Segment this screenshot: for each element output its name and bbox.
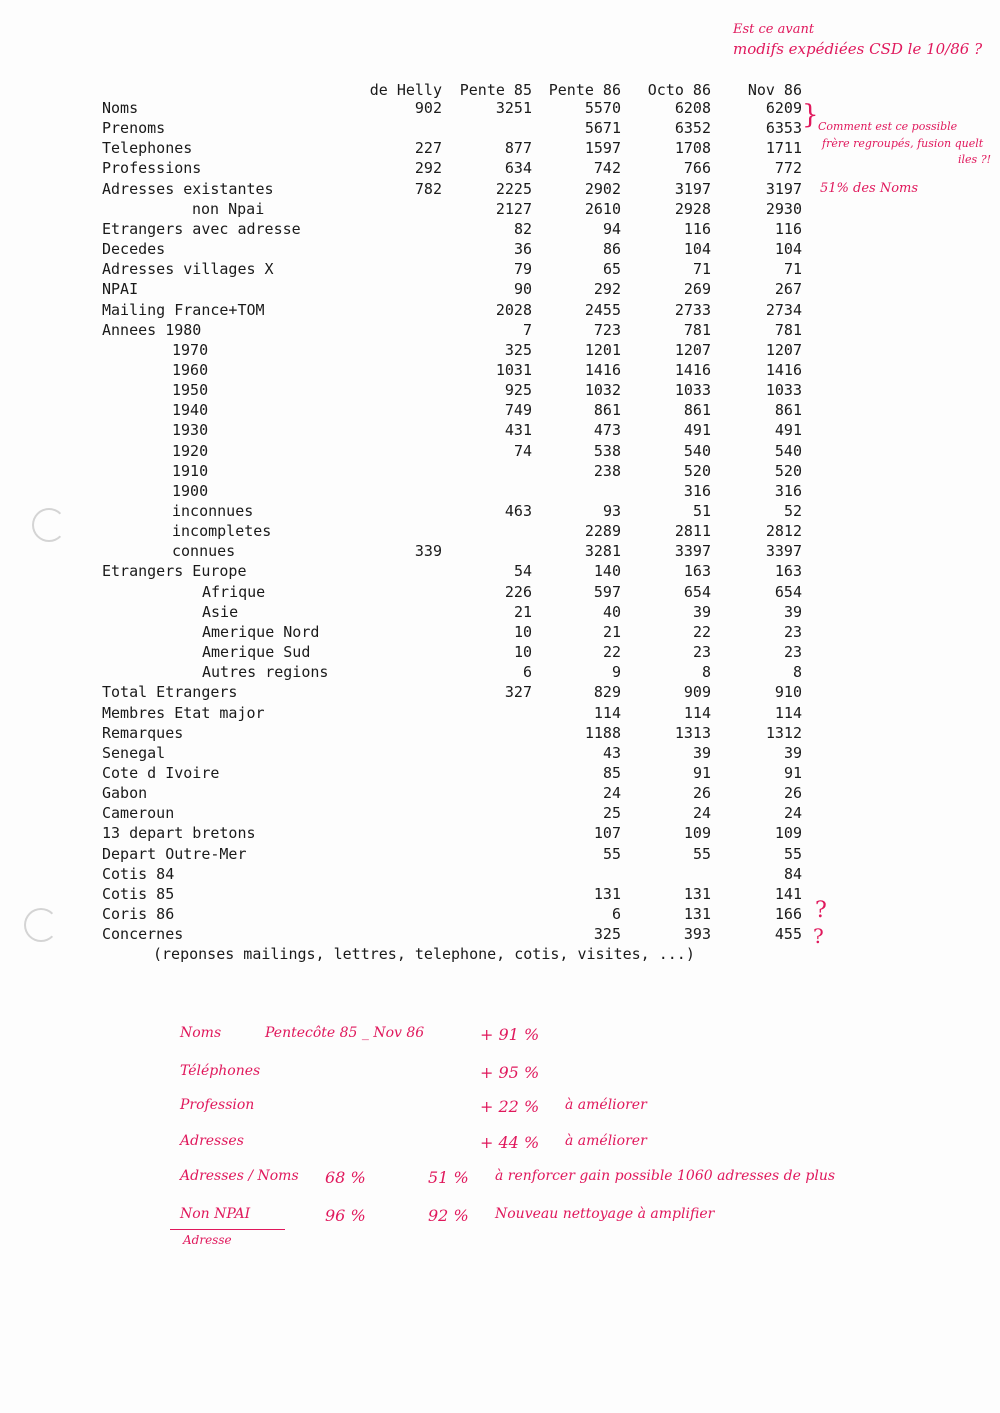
cell-value: 6353: [765, 119, 802, 138]
summary-detail: 68 %: [325, 1168, 366, 1187]
summary-detail: Pentecôte 85 _ Nov 86: [265, 1025, 425, 1041]
row-label: Annees 1980: [102, 320, 202, 339]
row-label: Total Etrangers: [102, 683, 238, 702]
cell-value: 491: [683, 421, 711, 440]
cell-value: 1312: [765, 723, 802, 742]
cell-value: 1033: [674, 381, 711, 400]
row-label: connues: [172, 542, 236, 561]
row-label: Etrangers Europe: [102, 562, 247, 581]
cell-value: 2289: [584, 522, 621, 541]
punch-hole-mark: [24, 908, 58, 942]
row-label: Prenoms: [102, 119, 166, 138]
cell-value: 463: [504, 502, 532, 520]
cell-value: 3397: [674, 542, 711, 561]
cell-value: 91: [692, 763, 711, 782]
cell-value: 1207: [765, 340, 802, 359]
cell-value: 1416: [765, 360, 802, 379]
cell-value: 71: [692, 260, 711, 279]
cell-value: 21: [513, 602, 532, 621]
cell-value: 2928: [674, 199, 711, 218]
cell-value: 86: [602, 240, 621, 259]
cell-value: 3197: [674, 179, 711, 198]
cell-value: 6: [611, 905, 621, 923]
cell-value: 40: [602, 602, 621, 621]
row-label: Depart Outre-Mer: [102, 844, 247, 863]
cell-value: 781: [683, 320, 711, 339]
cell-value: 166: [774, 905, 802, 923]
cell-value: 292: [414, 159, 442, 178]
cell-value: 1031: [495, 360, 532, 379]
cell-value: 2610: [584, 199, 621, 218]
cell-value: 104: [774, 240, 802, 259]
cell-value: 23: [783, 622, 802, 641]
cell-value: 772: [774, 159, 802, 178]
cell-value: 6208: [674, 99, 711, 117]
cell-value: 2930: [765, 199, 802, 218]
cell-value: 163: [774, 562, 802, 581]
cell-value: 39: [783, 743, 802, 762]
cell-value: 2812: [765, 522, 802, 541]
summary-label: Non NPAI: [180, 1206, 251, 1222]
cell-value: 7: [522, 320, 532, 339]
cell-value: 538: [593, 441, 621, 460]
cell-value: 227: [414, 139, 442, 158]
cell-value: 22: [692, 622, 711, 641]
cell-value: 782: [414, 179, 442, 198]
column-header: Pente 85: [459, 81, 532, 99]
cell-value: 141: [774, 884, 802, 903]
row-label: NPAI: [102, 280, 139, 299]
handwritten-note-brace: iles ?!: [958, 153, 992, 166]
cell-value: 2733: [674, 300, 711, 319]
cell-value: 3281: [584, 542, 621, 561]
cell-value: 114: [683, 703, 711, 722]
cell-value: 3197: [765, 179, 802, 198]
cell-value: 22: [602, 643, 621, 662]
summary-comment: à améliorer: [565, 1097, 647, 1113]
summary-label: Noms: [180, 1025, 222, 1041]
row-label: 1940: [172, 401, 209, 420]
cell-value: 325: [593, 925, 621, 944]
cell-value: 327: [504, 683, 532, 702]
row-label: 1960: [172, 360, 209, 379]
cell-value: 2225: [495, 179, 532, 198]
handwritten-note-top: modifs expédiées CSD le 10/86 ?: [733, 40, 983, 58]
summary-label: Adresses / Noms: [180, 1168, 299, 1184]
row-label: Adresses existantes: [102, 179, 274, 198]
cell-value: 491: [774, 421, 802, 440]
summary-label: Profession: [180, 1097, 255, 1113]
cell-value: 1032: [584, 381, 621, 400]
row-label: inconnues: [172, 502, 254, 520]
cell-value: 109: [683, 824, 711, 843]
cell-value: 84: [783, 864, 802, 883]
row-label: 1970: [172, 340, 209, 359]
cell-value: 1201: [584, 340, 621, 359]
row-label: Membres Etat major: [102, 703, 265, 722]
cell-value: 455: [774, 925, 802, 944]
row-label: 1950: [172, 381, 209, 400]
row-label: Cotis 84: [102, 864, 175, 883]
cell-value: 829: [593, 683, 621, 702]
cell-value: 325: [504, 340, 532, 359]
row-label: Asie: [202, 602, 239, 621]
cell-value: 861: [593, 401, 621, 420]
cell-value: 292: [593, 280, 621, 299]
cell-value: 861: [683, 401, 711, 420]
row-label: Gabon: [102, 784, 148, 803]
row-label: Amerique Sud: [202, 643, 311, 662]
cell-value: 52: [783, 502, 802, 520]
cell-value: 520: [683, 461, 711, 480]
punch-hole-mark: [32, 508, 66, 542]
cell-value: 2127: [495, 199, 532, 218]
cell-value: 723: [593, 320, 621, 339]
row-label: Remarques: [102, 723, 184, 742]
row-label: 1930: [172, 421, 209, 440]
cell-value: 71: [783, 260, 802, 279]
row-label: Telephones: [102, 139, 193, 158]
brace-mark: }: [802, 100, 819, 130]
cell-value: 65: [602, 260, 621, 279]
question-mark: ?: [813, 924, 824, 948]
row-label: Adresses villages X: [102, 260, 274, 279]
cell-value: 131: [593, 884, 621, 903]
row-label: Cotis 85: [102, 884, 175, 903]
cell-value: 3251: [495, 99, 532, 117]
cell-value: 316: [774, 481, 802, 500]
cell-value: 902: [414, 99, 442, 117]
summary-detail: 96 %: [325, 1206, 366, 1225]
cell-value: 55: [692, 844, 711, 863]
cell-value: 781: [774, 320, 802, 339]
cell-value: 114: [593, 703, 621, 722]
row-label: non Npai: [192, 199, 265, 218]
cell-value: 9: [611, 663, 621, 682]
row-label: Amerique Nord: [202, 622, 320, 641]
cell-value: 131: [683, 905, 711, 923]
cell-value: 55: [783, 844, 802, 863]
cell-value: 269: [683, 280, 711, 299]
cell-value: 267: [774, 280, 802, 299]
column-header: Nov 86: [747, 81, 802, 99]
handwritten-denominator: Adresse: [183, 1233, 232, 1247]
cell-value: 226: [504, 582, 532, 601]
cell-value: 6: [522, 663, 532, 682]
cell-value: 24: [783, 804, 802, 823]
row-label: Professions: [102, 159, 202, 178]
summary-comment: à améliorer: [565, 1133, 647, 1149]
summary-label: Téléphones: [180, 1063, 261, 1079]
cell-value: 85: [602, 763, 621, 782]
cell-value: 39: [692, 743, 711, 762]
cell-value: 91: [783, 763, 802, 782]
cell-value: 925: [504, 381, 532, 400]
cell-value: 90: [513, 280, 532, 299]
cell-value: 909: [683, 683, 711, 702]
cell-value: 74: [513, 441, 532, 460]
cell-value: 26: [783, 784, 802, 803]
row-label: Coris 86: [102, 905, 175, 923]
cell-value: 8: [701, 663, 711, 682]
row-label: incompletes: [172, 522, 272, 541]
cell-value: 79: [513, 260, 532, 279]
row-label: 1900: [172, 481, 209, 500]
cell-value: 520: [774, 461, 802, 480]
cell-value: 107: [593, 824, 621, 843]
cell-value: 2028: [495, 300, 532, 319]
row-label: Senegal: [102, 743, 166, 762]
row-label: Afrique: [202, 582, 266, 601]
row-label: 1910: [172, 461, 209, 480]
cell-value: 766: [683, 159, 711, 178]
cell-value: 473: [593, 421, 621, 440]
cell-value: 25: [602, 804, 621, 823]
cell-value: 26: [692, 784, 711, 803]
cell-value: 910: [774, 683, 802, 702]
cell-value: 55: [602, 844, 621, 863]
cell-value: 1207: [674, 340, 711, 359]
row-label: 1920: [172, 441, 209, 460]
summary-percent: + 91 %: [480, 1025, 540, 1044]
row-label: Mailing France+TOM: [102, 300, 265, 319]
cell-value: 94: [602, 219, 621, 238]
cell-value: 1416: [584, 360, 621, 379]
cell-value: 393: [683, 925, 711, 944]
cell-value: 116: [683, 219, 711, 238]
row-label: Etrangers avec adresse: [102, 219, 301, 238]
cell-value: 6352: [674, 119, 711, 138]
cell-value: 10: [513, 622, 532, 641]
cell-value: 654: [774, 582, 802, 601]
summary-percent: + 22 %: [480, 1097, 540, 1116]
cell-value: 10: [513, 643, 532, 662]
cell-value: 163: [683, 562, 711, 581]
cell-value: 749: [504, 401, 532, 420]
cell-value: 21: [602, 622, 621, 641]
cell-value: 431: [504, 421, 532, 440]
handwritten-note-brace: Comment est ce possible: [818, 120, 958, 133]
cell-value: 5671: [584, 119, 621, 138]
cell-value: 23: [783, 643, 802, 662]
handwritten-note-adresses: 51% des Noms: [820, 181, 919, 196]
cell-value: 877: [504, 139, 532, 158]
summary-percent: 92 %: [428, 1206, 469, 1225]
cell-value: 634: [504, 159, 532, 178]
cell-value: 109: [774, 824, 802, 843]
cell-value: 2811: [674, 522, 711, 541]
question-mark: ?: [815, 898, 827, 923]
cell-value: 1711: [765, 139, 802, 158]
cell-value: 540: [683, 441, 711, 460]
cell-value: 1188: [584, 723, 621, 742]
cell-value: 654: [683, 582, 711, 601]
cell-value: 1708: [674, 139, 711, 158]
cell-value: 54: [513, 562, 532, 581]
cell-value: 597: [593, 582, 621, 601]
cell-value: 23: [692, 643, 711, 662]
cell-value: 39: [783, 602, 802, 621]
cell-value: 3397: [765, 542, 802, 561]
cell-value: 742: [593, 159, 621, 178]
cell-value: 6209: [765, 99, 802, 117]
cell-value: 39: [692, 602, 711, 621]
fraction-line: [170, 1229, 285, 1230]
cell-value: 36: [513, 240, 532, 259]
cell-value: 8: [792, 663, 802, 682]
summary-comment: Nouveau nettoyage à amplifier: [495, 1206, 715, 1222]
handwritten-note-top: Est ce avant: [733, 22, 815, 37]
footnote: (reponses mailings, lettres, telephone, cotis, visites, ...): [153, 945, 695, 963]
cell-value: 51: [692, 502, 711, 520]
cell-value: 1416: [674, 360, 711, 379]
cell-value: 24: [602, 784, 621, 803]
cell-value: 82: [513, 219, 532, 238]
cell-value: 339: [414, 542, 442, 561]
cell-value: 116: [774, 219, 802, 238]
summary-percent: + 95 %: [480, 1063, 540, 1082]
cell-value: 5570: [584, 99, 621, 117]
cell-value: 140: [593, 562, 621, 581]
summary-label: Adresses: [180, 1133, 244, 1149]
column-header: de Helly: [369, 81, 442, 99]
cell-value: 238: [593, 461, 621, 480]
cell-value: 1597: [584, 139, 621, 158]
cell-value: 43: [602, 743, 621, 762]
row-label: Decedes: [102, 240, 166, 259]
row-label: Autres regions: [202, 663, 329, 682]
cell-value: 2734: [765, 300, 802, 319]
column-header: Octo 86: [647, 81, 711, 99]
handwritten-note-brace: frère regroupés, fusion quelt: [822, 137, 984, 150]
cell-value: 316: [683, 481, 711, 500]
cell-value: 93: [602, 502, 621, 520]
row-label: Cameroun: [102, 804, 175, 823]
cell-value: 1313: [674, 723, 711, 742]
cell-value: 2902: [584, 179, 621, 198]
cell-value: 861: [774, 401, 802, 420]
column-header: Pente 86: [548, 81, 621, 99]
cell-value: 24: [692, 804, 711, 823]
row-label: Concernes: [102, 925, 184, 944]
summary-comment: à renforcer gain possible 1060 adresses de plus: [495, 1168, 836, 1184]
cell-value: 114: [774, 703, 802, 722]
row-label: Noms: [102, 99, 139, 117]
cell-value: 104: [683, 240, 711, 259]
row-label: 13 depart bretons: [102, 824, 256, 843]
cell-value: 131: [683, 884, 711, 903]
row-label: Cote d Ivoire: [102, 763, 220, 782]
summary-percent: + 44 %: [480, 1133, 540, 1152]
summary-percent: 51 %: [428, 1168, 469, 1187]
cell-value: 1033: [765, 381, 802, 400]
cell-value: 540: [774, 441, 802, 460]
cell-value: 2455: [584, 300, 621, 319]
